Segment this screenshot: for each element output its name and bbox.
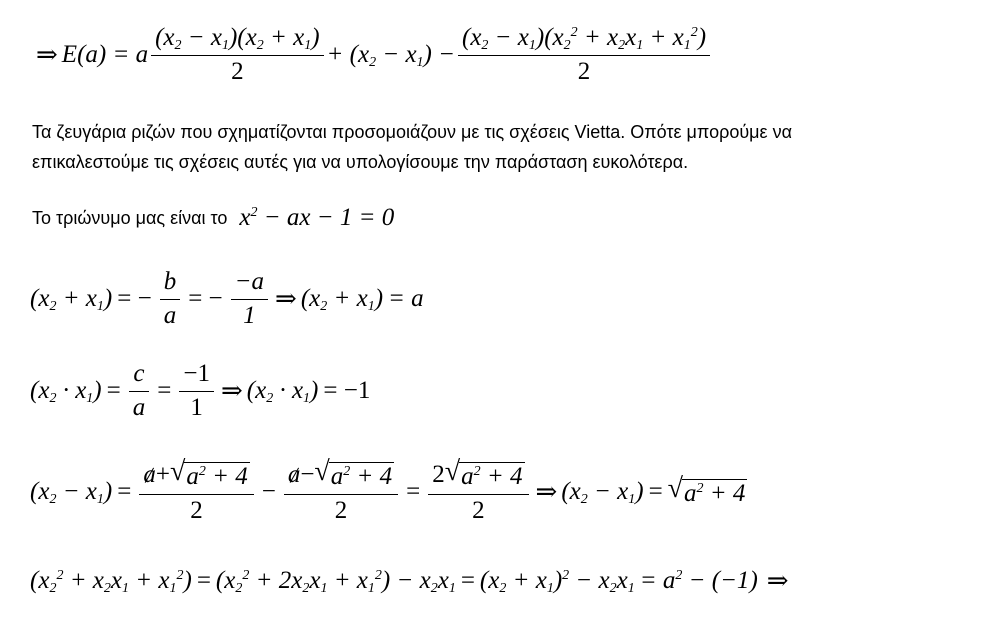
equation-difference-of-roots: $(x_2 - x_1)$ = a + √ $a^2 + 4$ 2 − a − √ $a^2 + 4$ 2 = 2 √ $a^2 + 4$ 2 ⇒ $(x_2 - x_1)$ = √ $a^2 + 4$ xyxy=(30,456,746,524)
equation-product-of-roots xyxy=(30,360,375,423)
fraction-diff-2: a − √ $a^2 + 4$ 2 xyxy=(284,458,398,526)
eq-lhs: E(a) = a xyxy=(61,41,149,69)
fraction-2-denominator: 2 xyxy=(577,57,591,85)
fraction-diff-1: a + √ $a^2 + 4$ 2 xyxy=(139,458,253,526)
minus: − xyxy=(261,477,276,505)
implies-arrow: ⇒ xyxy=(535,476,558,506)
fraction-b-over-a: $\frac{b}{a}$ xyxy=(160,268,181,331)
implies-arrow: ⇒ xyxy=(36,40,58,70)
implies-arrow: ⇒ xyxy=(275,284,297,314)
sum-rhs: $(x_2 + x_1)$ xyxy=(300,285,384,315)
fraction-c-over-a: $\frac{c}{a}$ xyxy=(129,360,150,423)
diff-lhs: $(x_2 - x_1)$ xyxy=(30,477,113,507)
sum-value: = a xyxy=(388,285,424,313)
product-rhs: $(x_2 \cdot x_1)$ xyxy=(246,377,319,407)
trinomial-line xyxy=(32,204,394,232)
trinomial-label: Το τριώνυμο μας είναι το xyxy=(32,207,228,228)
product-lhs: $(x_2 \cdot x_1)$ xyxy=(30,377,102,407)
paragraph-line-1: Τα ζευγάρια ριζών που σχηματίζονται προσομοιάζουν με τις σχέσεις Vietta. Οπότε μπορούμε να xyxy=(32,122,792,142)
last-lhs: $(x_2^2 + x_2x_1 + x_1^2)$ xyxy=(30,567,192,596)
equation-sum-of-squares: $(x_2^2 + x_2x_1 + x_1^2)$ = $(x_2^2 + 2x_2x_1 + x_1^2) - x_2x_1$ = $(x_2 + x_1)^2 - x_2x_1$ = $a^2 - (-1)$ ⇒ xyxy=(30,566,789,596)
square-root: √ $a^2 + 4$ xyxy=(667,473,746,508)
cancelled-a: a xyxy=(287,460,301,488)
fraction-2 xyxy=(458,24,710,87)
fraction-neg-a-over-1: $\frac{-a}{1}$ xyxy=(231,268,268,331)
fraction-1-numerator: $(x_2 - x_1)(x_2 + x_1)$ xyxy=(151,24,323,56)
fraction-diff-3: 2 √ $a^2 + 4$ 2 xyxy=(428,458,528,526)
equals-2: = xyxy=(406,477,421,505)
equation-sum-of-roots xyxy=(30,268,429,331)
paragraph-line-2: επικαλεστούμε τις σχέσεις αυτές για να υπολογίσουμε την παράσταση ευκολότερα. xyxy=(32,152,689,172)
diff-rhs: $(x_2 - x_1)$ xyxy=(561,477,644,507)
equals-minus-2: = − xyxy=(188,285,223,313)
trinomial-equation: $x^2$ − ax − 1 = 0 xyxy=(239,204,395,231)
implies-arrow: ⇒ xyxy=(220,376,243,406)
square-root: √ $a^2 + 4$ xyxy=(314,456,393,490)
square-root: √ $a^2 + 4$ xyxy=(169,456,248,490)
last-middle: $(x_2^2 + 2x_2x_1 + x_1^2) - x_2x_1$ xyxy=(215,567,456,596)
implies-arrow: ⇒ xyxy=(766,566,789,595)
sum-lhs: $(x_2 + x_1)$ xyxy=(30,285,113,315)
equation-e-of-a xyxy=(32,24,713,87)
equals: = xyxy=(106,377,121,405)
cancelled-a: a xyxy=(143,460,156,488)
square-root: √ $a^2 + 4$ xyxy=(444,456,523,490)
fraction-2-numerator: $(x_2 - x_1)(x_2^2 + x_2x_1 + x_1^2)$ xyxy=(458,24,710,56)
fraction-1 xyxy=(151,24,323,87)
last-square: $(x_2 + x_1)^2 - x_2x_1$ xyxy=(479,567,635,596)
equals: = xyxy=(117,477,132,505)
middle-term: + $(x_2 - x_1)$ − xyxy=(326,41,455,71)
fraction-1-denominator: 2 xyxy=(231,57,244,85)
last-result: = $a^2 - (-1)$ xyxy=(639,567,758,594)
fraction-neg1-over-1: $\frac{-1}{1}$ xyxy=(179,360,214,423)
equals-2: = xyxy=(157,377,172,405)
product-value: = −1 xyxy=(323,377,371,405)
equals-minus: = − xyxy=(117,285,152,313)
